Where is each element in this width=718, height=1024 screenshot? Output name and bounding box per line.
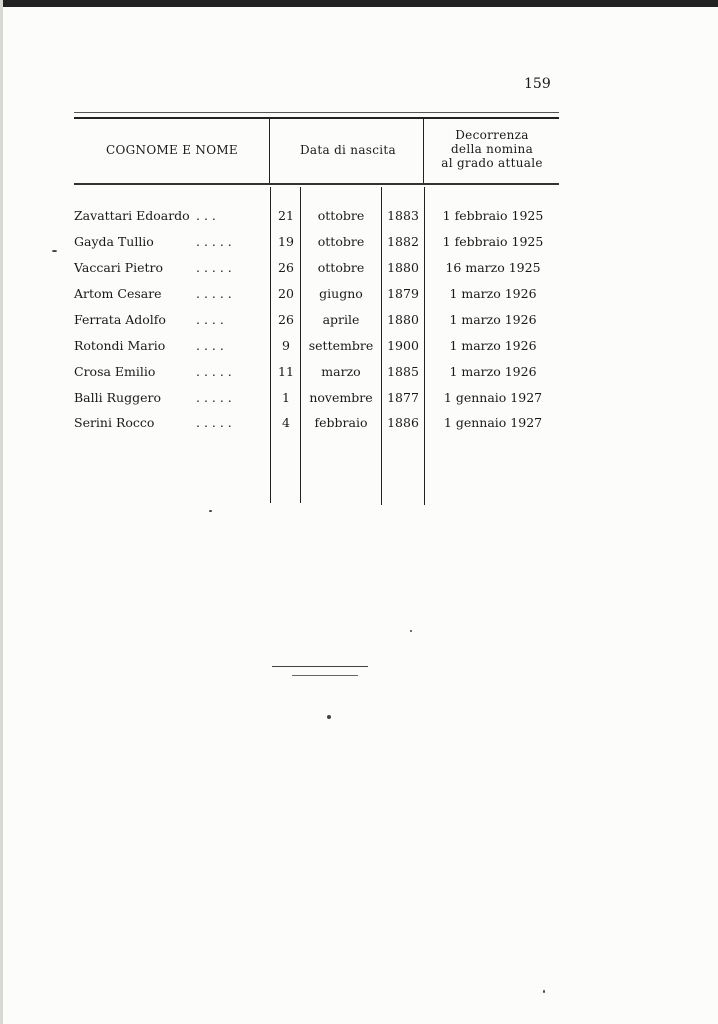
table-row: [0, 415, 718, 435]
cell-birth-day: 26: [278, 312, 294, 327]
cell-leader-dots: . . . . .: [196, 364, 232, 379]
cell-appointment-date: 1 marzo 1926: [449, 364, 537, 379]
cell-birth-month: ottobre: [317, 260, 365, 275]
cell-birth-month: giugno: [319, 286, 363, 301]
table-row: [0, 234, 718, 254]
cell-leader-dots: . . . .: [196, 312, 224, 327]
scan-left-edge: [0, 0, 3, 1024]
header-bottom-rule: [74, 183, 559, 185]
cell-name: Crosa Emilio: [74, 364, 156, 379]
scan-speck: [410, 630, 412, 632]
cell-birth-month: novembre: [309, 390, 373, 405]
cell-leader-dots: . . . . .: [196, 390, 232, 405]
scan-top-border: [0, 0, 718, 7]
cell-birth-month: febbraio: [314, 415, 368, 430]
scan-speck: [327, 715, 331, 719]
cell-birth-year: 1880: [387, 260, 419, 275]
closing-ornament-rule: [272, 666, 368, 667]
table-row: [0, 364, 718, 384]
cell-appointment-date: 16 marzo 1925: [445, 260, 541, 275]
cell-birth-day: 26: [278, 260, 294, 275]
cell-leader-dots: . . . . .: [196, 415, 232, 430]
cell-leader-dots: . . .: [196, 208, 216, 223]
cell-leader-dots: . . . . .: [196, 260, 232, 275]
scan-speck: [209, 510, 212, 512]
cell-birth-year: 1880: [387, 312, 419, 327]
cell-name: Balli Ruggero: [74, 390, 161, 405]
scan-speck: [543, 990, 545, 993]
table-row: [0, 286, 718, 306]
cell-appointment-date: 1 marzo 1926: [449, 312, 537, 327]
header-appointment-line-2: della nomina: [450, 142, 534, 156]
page-number: 159: [524, 76, 551, 92]
cell-birth-day: 9: [282, 338, 290, 353]
table-top-rule-thick: [74, 117, 559, 119]
cell-name: Rotondi Mario: [74, 338, 166, 353]
cell-birth-year: 1886: [387, 415, 419, 430]
cell-birth-year: 1900: [387, 338, 419, 353]
table-row: [0, 260, 718, 280]
closing-ornament-rule-short: [292, 675, 358, 676]
cell-leader-dots: . . . .: [196, 338, 224, 353]
cell-birth-year: 1882: [387, 234, 419, 249]
table-top-rule: [74, 112, 559, 113]
cell-leader-dots: . . . . .: [196, 234, 232, 249]
cell-birth-day: 19: [278, 234, 294, 249]
cell-name: Vaccari Pietro: [74, 260, 164, 275]
cell-appointment-date: 1 gennaio 1927: [443, 390, 543, 405]
header-appointment-line-3: al grado attuale: [441, 156, 543, 170]
cell-birth-month: ottobre: [317, 234, 365, 249]
header-birth-date: Data di nascita: [300, 143, 396, 157]
cell-birth-day: 11: [278, 364, 294, 379]
cell-birth-day: 21: [278, 208, 294, 223]
cell-birth-year: 1879: [387, 286, 419, 301]
cell-leader-dots: . . . . .: [196, 286, 232, 301]
cell-birth-day: 4: [282, 415, 290, 430]
header-appointment-line-1: Decorrenza: [455, 128, 529, 142]
cell-birth-month: settembre: [308, 338, 374, 353]
cell-appointment-date: 1 marzo 1926: [449, 338, 537, 353]
cell-name: Serini Rocco: [74, 415, 155, 430]
table-row: [0, 390, 718, 410]
cell-birth-month: ottobre: [317, 208, 365, 223]
cell-birth-day: 1: [282, 390, 290, 405]
cell-appointment-date: 1 febbraio 1925: [442, 208, 544, 223]
cell-birth-day: 20: [278, 286, 294, 301]
table-row: [0, 338, 718, 358]
scan-speck: [52, 250, 57, 252]
header-name: COGNOME E NOME: [106, 143, 238, 157]
cell-appointment-date: 1 marzo 1926: [449, 286, 537, 301]
table-row: [0, 312, 718, 332]
cell-name: Ferrata Adolfo: [74, 312, 166, 327]
table-row: [0, 208, 718, 228]
header-appointment: [424, 128, 560, 170]
cell-birth-month: marzo: [321, 364, 361, 379]
cell-appointment-date: 1 febbraio 1925: [442, 234, 544, 249]
cell-birth-year: 1885: [387, 364, 419, 379]
cell-birth-year: 1877: [387, 390, 419, 405]
cell-birth-month: aprile: [322, 312, 360, 327]
cell-name: Gayda Tullio: [74, 234, 154, 249]
cell-appointment-date: 1 gennaio 1927: [443, 415, 543, 430]
cell-birth-year: 1883: [387, 208, 419, 223]
cell-name: Artom Cesare: [74, 286, 162, 301]
cell-name: Zavattari Edoardo: [74, 208, 190, 223]
